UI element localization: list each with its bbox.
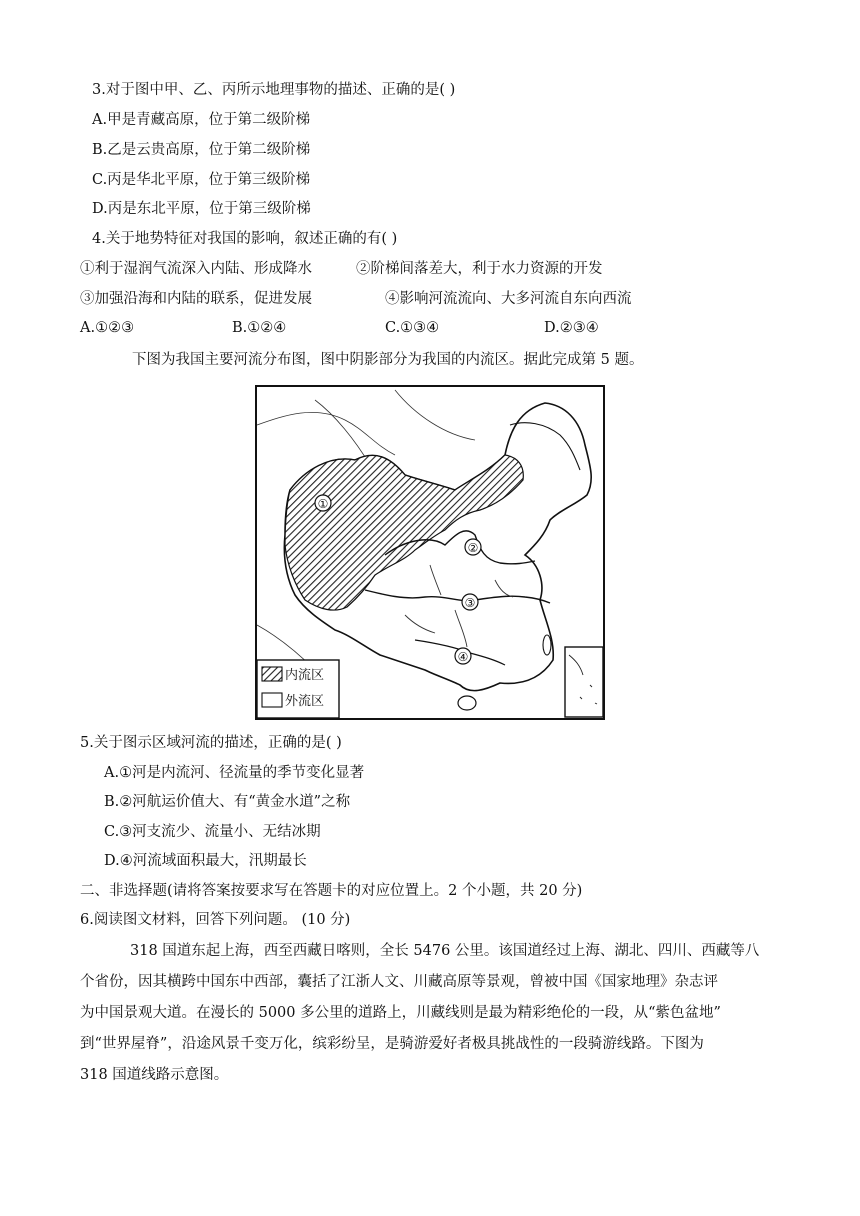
marker-4 xyxy=(455,648,471,664)
question-5-option-b: B.②河航运价值大、有“黄金水道”之称 xyxy=(104,794,351,810)
svg-text:④: ④ xyxy=(457,650,469,664)
question-4-statement-1: ①利于湿润气流深入内陆、形成降水 xyxy=(80,261,312,277)
question-6-stem: 6.阅读图文材料，回答下列问题。 (10 分) xyxy=(80,912,351,928)
question-6-paragraph-line-5: 318 国道线路示意图。 xyxy=(80,1067,229,1083)
question-3-option-b: B.乙是云贵高原，位于第二级阶梯 xyxy=(92,142,311,158)
question-3-option-c: C.丙是华北平原，位于第三级阶梯 xyxy=(92,172,311,188)
taiwan-island xyxy=(543,635,551,655)
svg-text:②: ② xyxy=(467,541,479,555)
question-4-statement-2: ②阶梯间落差大，利于水力资源的开发 xyxy=(356,261,603,277)
marker-1 xyxy=(315,495,331,511)
question-4-statement-3: ③加强沿海和内陆的联系，促进发展 xyxy=(80,291,312,307)
question-5-option-a: A.①河是内流河、径流量的季节变化显著 xyxy=(104,765,365,781)
section-2-heading: 二、非选择题(请将答案按要求写在答题卡的对应位置上。2 个小题，共 20 分) xyxy=(80,883,583,899)
question-5-stem: 5.关于图示区域河流的描述，正确的是( ) xyxy=(80,735,342,751)
question-3-stem: 3.对于图中甲、乙、丙所示地理事物的描述、正确的是( ) xyxy=(92,82,456,98)
question-3-option-d: D.丙是东北平原，位于第三级阶梯 xyxy=(92,201,311,217)
question-6-paragraph-line-1: 318 国道东起上海，西至西藏日喀则，全长 5476 公里。该国道经过上海、湖北、四川、西藏等八 xyxy=(130,943,760,959)
question-6-paragraph-line-2: 个省份，因其横跨中国东中西部，囊括了江浙人文、川藏高原等景观，曾被中国《国家地理》杂志评 xyxy=(80,974,718,990)
question-4-option-c: C.①③④ xyxy=(385,320,440,336)
question-4-statement-4: ④影响河流流向、大多河流自东向西流 xyxy=(385,291,632,307)
question-5-option-c: C.③河支流少、流量小、无结冰期 xyxy=(104,824,321,840)
question-4-stem: 4.关于地势特征对我国的影响，叙述正确的有( ) xyxy=(92,231,398,247)
marker-3 xyxy=(462,594,478,610)
map-legend xyxy=(257,660,339,718)
map-intro: 下图为我国主要河流分布图，图中阴影部分为我国的内流区。据此完成第 5 题。 xyxy=(132,352,644,368)
question-3-option-a: A.甲是青藏高原，位于第二级阶梯 xyxy=(92,112,311,128)
legend-outer-swatch xyxy=(262,693,282,707)
south-china-sea-inset xyxy=(565,647,603,717)
legend-inner-swatch xyxy=(262,667,282,681)
svg-text:③: ③ xyxy=(464,596,476,610)
question-6-paragraph-line-3: 为中国景观大道。在漫长的 5000 多公里的道路上，川藏线则是最为精彩绝伦的一段，从“紫色盆地” xyxy=(80,1005,721,1021)
question-6-paragraph-line-4: 到“世界屋脊”，沿途风景千变万化，缤彩纷呈，是骑游爱好者极具挑战性的一段骑游线路。下图为 xyxy=(80,1036,704,1052)
legend-inner-label: 内流区 xyxy=(285,668,325,683)
question-4-option-d: D.②③④ xyxy=(544,320,599,336)
question-4-option-b: B.①②④ xyxy=(232,320,287,336)
question-5-option-d: D.④河流域面积最大，汛期最长 xyxy=(104,853,307,869)
hainan-island xyxy=(458,696,476,710)
svg-text:①: ① xyxy=(317,497,329,511)
legend-outer-label: 外流区 xyxy=(285,694,325,709)
question-4-option-a: A.①②③ xyxy=(80,320,135,336)
marker-2 xyxy=(465,539,481,555)
china-river-map xyxy=(255,385,605,720)
